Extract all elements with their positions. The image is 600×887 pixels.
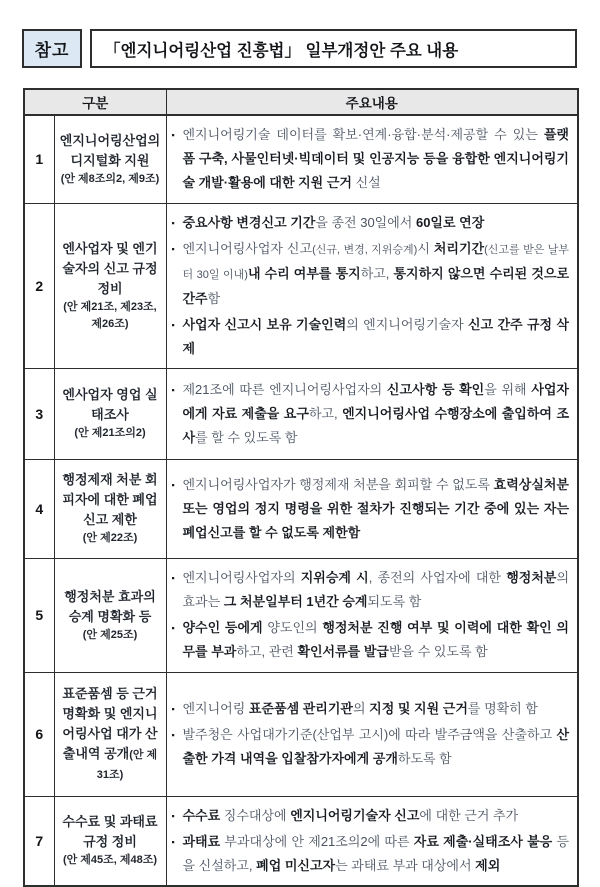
body-text: 엔지니어링사업자 신고 <box>182 240 313 256</box>
body-text: 발주청은 사업대가기준(산업부 고시)에 따라 발주금액을 산출하고 <box>182 727 557 742</box>
row-number: 6 <box>24 672 54 796</box>
emphasized-text: 자료 제출·실태조사 불응 <box>413 833 553 849</box>
table-row <box>24 203 578 368</box>
body-text: 하고, <box>360 265 394 281</box>
body-text: 하도록 함 <box>397 751 452 766</box>
category-article-note: (안 제21조, 제23조, 제26조) <box>63 300 157 330</box>
bullet-item <box>172 237 570 311</box>
square-bullet-icon: ▪ <box>171 704 175 714</box>
body-text: 를 명확히 함 <box>467 701 538 716</box>
body-text: 엔지니어링사업자가 행정제재 처분을 회피할 수 없도록 <box>182 476 494 492</box>
category-article-note: (안 제25조) <box>82 628 138 641</box>
category-cell <box>54 796 166 886</box>
square-bullet-icon: ▪ <box>171 810 175 821</box>
bullet-item <box>172 211 570 235</box>
content-cell <box>166 459 578 558</box>
table-row <box>24 115 578 203</box>
category-cell <box>54 558 166 672</box>
emphasized-text: 행정처분 진행 여부 및 이력에 대한 확인 의무를 부과 <box>182 620 569 659</box>
content-cell <box>166 203 578 368</box>
emphasized-text: 플랫폼 구축, 사물인터넷·빅데이터 및 인공지능 등을 융합한 엔지니어링기술 개발·활용에 대한 지원 근거 <box>182 127 569 191</box>
emphasized-text: 내 수리 여부를 통지 <box>247 265 361 281</box>
category-cell <box>54 459 166 558</box>
content-cell <box>166 368 578 459</box>
emphasized-text: 행정처분 <box>506 570 557 585</box>
square-bullet-icon: ▪ <box>171 243 175 254</box>
category-cell <box>54 672 166 796</box>
content-cell <box>166 796 578 886</box>
body-text: 을 위해 <box>484 381 532 397</box>
emphasized-text: 60일로 연장 <box>415 214 485 230</box>
emphasized-text: 그 처분일부터 1년간 승계 <box>223 594 368 609</box>
body-text: 받을 수 있도록 함 <box>388 644 488 659</box>
emphasized-text: 신고사항 등 확인 <box>386 381 485 397</box>
body-text: 의 효과는 <box>182 570 569 609</box>
emphasized-text: 통지하지 않으면 수리된 것으로 간주 <box>182 265 570 306</box>
category-cell <box>54 203 166 368</box>
table-body <box>24 115 578 886</box>
body-text: 의 엔지니어링기술자 <box>346 316 468 332</box>
body-text: 엔지니어링사업자의 <box>182 570 301 585</box>
square-bullet-icon: ▪ <box>171 479 175 490</box>
body-text: 의 <box>352 701 370 716</box>
body-text: 부과대상에 안 제21조의2에 따른 <box>220 833 414 849</box>
body-text: 신설 <box>351 175 381 191</box>
body-text: 시 <box>417 240 434 256</box>
bullet-item <box>172 830 570 878</box>
page-title: 「엔지니어링산업 진흥법」 일부개정안 주요 내용 <box>104 41 459 60</box>
bullet-item <box>172 804 570 828</box>
category-article-note: (안 제45조, 제48조) <box>62 854 158 866</box>
table-row <box>24 796 578 886</box>
body-text: 징수대상에 <box>220 807 291 823</box>
content-cell <box>166 115 578 203</box>
body-text: 등을 신설하고, <box>182 833 570 873</box>
small-text: (신고를 받은 날부터 30일 이내) <box>182 243 569 281</box>
body-text: 되도록 함 <box>367 594 422 609</box>
emphasized-text: 지위승계 시 <box>300 570 369 585</box>
category-article-note: (안 제21조의2) <box>74 427 146 439</box>
emphasized-text: 중요사항 변경신고 기간 <box>182 214 316 230</box>
table-row <box>24 672 578 796</box>
bullet-item <box>172 473 570 545</box>
amendment-summary-table <box>23 88 579 887</box>
category-title: 행정제재 처분 회피자에 대한 폐업 신고 제한 <box>62 472 158 527</box>
body-text: 하고, <box>308 405 343 421</box>
category-cell <box>54 115 166 203</box>
category-title: 행정처분 효과의 승계 명확화 등 <box>64 588 156 624</box>
emphasized-text: 폐업 미신고자 <box>256 857 336 873</box>
bullet-item <box>172 123 570 195</box>
emphasized-text: 신고 간주 규정 삭제 <box>182 316 569 356</box>
bullet-item <box>172 616 570 664</box>
square-bullet-icon: ▪ <box>171 623 175 633</box>
content-cell <box>166 558 578 672</box>
body-text: 는 과태료 부과 대상에서 <box>335 857 476 873</box>
body-text: 에 대한 근거 추가 <box>419 807 519 823</box>
table-row <box>24 459 578 558</box>
small-text: (신규, 변경, 지위승계) <box>312 243 418 256</box>
body-text: 엔지니어링 <box>182 701 249 716</box>
document-title-box <box>90 29 577 68</box>
body-text: 양도인의 <box>262 620 323 635</box>
emphasized-text: 지정 및 지원 근거 <box>369 701 468 716</box>
emphasized-text: 수수료 <box>182 807 221 823</box>
emphasized-text: 과태료 <box>182 833 221 849</box>
emphasized-text: 산출한 가격 내역을 입찰참가자에게 공개 <box>182 727 569 766</box>
emphasized-text: 확인서류를 발급 <box>297 644 389 659</box>
bullet-item <box>172 697 570 721</box>
body-text: 함 <box>207 290 221 306</box>
document-header <box>22 29 577 68</box>
square-bullet-icon: ▪ <box>171 836 175 847</box>
square-bullet-icon: ▪ <box>171 730 175 740</box>
category-title: 엔지니어링산업의 디지털화 지원 <box>59 132 161 168</box>
bullet-item <box>172 313 570 361</box>
row-number: 5 <box>24 558 54 672</box>
bullet-item <box>172 566 570 614</box>
column-header-gubun: 구분 <box>24 89 166 115</box>
category-title: 엔사업자 및 엔기술자의 신고 규정 정비 <box>62 240 158 296</box>
category-title: 표준품셈 등 근거 명확화 및 엔지니어링사업 대가 산출내역 공개 <box>62 686 158 761</box>
square-bullet-icon: ▪ <box>171 573 175 583</box>
table-header-row <box>24 89 578 115</box>
body-text: 엔지니어링기술 데이터를 확보·연계·융합·분석·제공할 수 있는 <box>182 127 544 143</box>
reference-tag-label: 참고 <box>34 41 70 60</box>
square-bullet-icon: ▪ <box>171 319 175 330</box>
body-text: 제21조에 따른 엔지니어링사업자의 <box>182 381 387 397</box>
row-number: 4 <box>24 459 54 558</box>
emphasized-text: 양수인 등에게 <box>182 620 263 635</box>
row-number: 3 <box>24 368 54 459</box>
table-row <box>24 558 578 672</box>
body-text: 를 할 수 있도록 함 <box>195 429 298 445</box>
square-bullet-icon: ▪ <box>171 384 175 395</box>
category-article-note: (안 제8조의2, 제9조) <box>60 172 160 185</box>
emphasized-text: 엔지니어링기술자 신고 <box>290 807 420 823</box>
emphasized-text: 표준품셈 관리기관 <box>248 701 353 716</box>
category-article-note: (안 제31조) <box>96 749 158 781</box>
body-text: , 종전의 사업자에 대한 <box>368 570 507 585</box>
emphasized-text: 사업자에게 자료 제출을 요구 <box>182 381 569 421</box>
emphasized-text: 엔지니어링사업 수행장소에 출입하여 조사 <box>182 405 570 445</box>
reference-tag-box <box>22 29 82 68</box>
square-bullet-icon: ▪ <box>171 130 175 141</box>
content-cell <box>166 672 578 796</box>
bullet-item <box>172 723 570 771</box>
row-number: 1 <box>24 115 54 203</box>
square-bullet-icon: ▪ <box>171 217 175 228</box>
emphasized-text: 사업자 신고시 보유 기술인력 <box>182 316 347 332</box>
emphasized-text: 처리기간 <box>433 240 485 256</box>
body-text: 을 종전 30일에서 <box>315 214 416 230</box>
category-title: 수수료 및 과태료 규정 정비 <box>62 814 158 849</box>
body-text: 하고, 관련 <box>236 644 298 659</box>
category-title: 엔사업자 영업 실태조사 <box>62 387 158 422</box>
category-cell <box>54 368 166 459</box>
column-header-content: 주요내용 <box>166 89 578 115</box>
emphasized-text: 효력상실처분 또는 영업의 정지 명령을 위한 절차가 진행되는 기간 중에 있는 자는 폐업신고를 할 수 없도록 제한함 <box>182 476 569 540</box>
row-number: 7 <box>24 796 54 886</box>
table-row <box>24 368 578 459</box>
category-article-note: (안 제22조) <box>82 532 138 544</box>
emphasized-text: 제외 <box>475 857 501 873</box>
row-number: 2 <box>24 203 54 368</box>
bullet-item <box>172 378 570 450</box>
